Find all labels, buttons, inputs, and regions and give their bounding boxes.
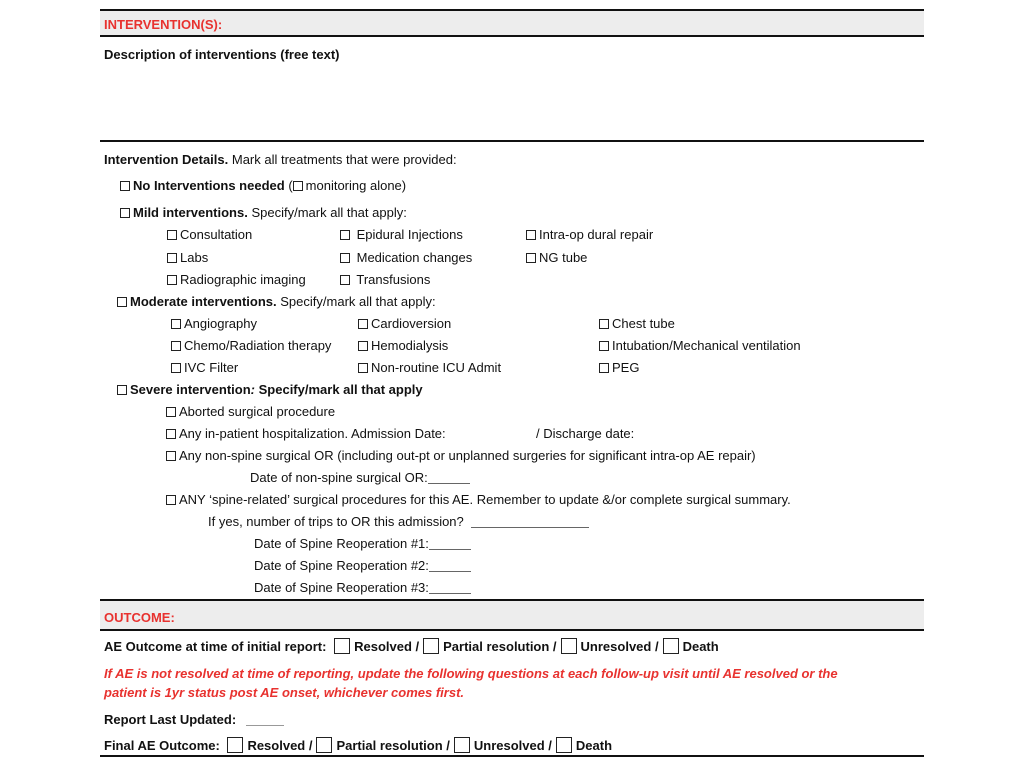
mild-item-label: Radiographic imaging: [180, 272, 306, 287]
final-outcome-label: Final AE Outcome:: [104, 738, 220, 753]
mild-item-checkbox[interactable]: [526, 230, 536, 240]
mild-item-checkbox[interactable]: [167, 230, 177, 240]
mild-item: [526, 227, 653, 242]
moderate-item: [358, 360, 501, 375]
moderate-item: [599, 338, 801, 353]
moderate-item-checkbox[interactable]: [599, 319, 609, 329]
final-unresolved-checkbox[interactable]: [454, 737, 470, 753]
mild-item-checkbox[interactable]: [167, 275, 177, 285]
description-bottom-rule: [100, 140, 924, 142]
report-updated-row: [104, 712, 284, 727]
intervention-header-rule: [100, 35, 924, 37]
reop2-label: Date of Spine Reoperation #2:: [254, 558, 429, 573]
no-interventions-checkbox[interactable]: [120, 181, 130, 191]
mild-item-label: Consultation: [180, 227, 253, 242]
mild-label: Mild interventions.: [133, 205, 248, 220]
severe-item-aborted: [166, 404, 335, 419]
moderate-item-checkbox[interactable]: [358, 341, 368, 351]
reop3-row: [254, 580, 471, 595]
death-checkbox[interactable]: [663, 638, 679, 654]
trips-field[interactable]: [471, 527, 589, 528]
mild-item: [167, 227, 252, 242]
mild-item-label: Epidural Injections: [356, 227, 463, 242]
mild-item-checkbox[interactable]: [167, 253, 177, 263]
spine-related-label: ANY ‘spine-related’ surgical procedures for this AE. Remember to update &/or complete surgical summary.: [179, 492, 791, 507]
initial-outcome-label: AE Outcome at time of initial report:: [104, 639, 327, 654]
mild-item-checkbox[interactable]: [340, 253, 350, 263]
moderate-item-checkbox[interactable]: [171, 363, 181, 373]
mild-checkbox[interactable]: [120, 208, 130, 218]
mild-item: [340, 250, 472, 265]
mild-item-label: Transfusions: [356, 272, 431, 287]
reop2-row: [254, 558, 471, 573]
mild-instruction: Specify/mark all that apply:: [251, 205, 407, 220]
resolved-checkbox[interactable]: [334, 638, 350, 654]
moderate-item-label: IVC Filter: [184, 360, 239, 375]
moderate-item: [358, 316, 451, 331]
moderate-item-label: Chemo/Radiation therapy: [184, 338, 332, 353]
intervention-header: INTERVENTION(S):: [104, 17, 223, 32]
monitoring-alone-label: monitoring alone): [305, 178, 407, 193]
severe-item-hospitalization: [166, 426, 446, 441]
warning-line-2: patient is 1yr status post AE onset, whichever comes first.: [104, 685, 465, 700]
severe-checkbox[interactable]: [117, 385, 127, 395]
bottom-rule: [100, 755, 924, 757]
moderate-item: [171, 338, 331, 353]
moderate-checkbox[interactable]: [117, 297, 127, 307]
outcome-header-rule: [100, 629, 924, 631]
moderate-item-label: Chest tube: [612, 316, 675, 331]
details-instruction: Mark all treatments that were provided:: [231, 152, 457, 167]
mild-item-checkbox[interactable]: [526, 253, 536, 263]
mild-item: [167, 272, 306, 287]
final-partial-resolution-checkbox[interactable]: [316, 737, 332, 753]
non-spine-date-row: [250, 470, 470, 485]
aborted-label: Aborted surgical procedure: [179, 404, 336, 419]
non-spine-checkbox[interactable]: [166, 451, 176, 461]
final-death-label: Death: [575, 738, 613, 753]
moderate-item: [599, 360, 639, 375]
monitoring-alone-checkbox[interactable]: [293, 181, 303, 191]
mild-item-label: Intra-op dural repair: [539, 227, 654, 242]
unresolved-label: Unresolved /: [580, 639, 659, 654]
aborted-checkbox[interactable]: [166, 407, 176, 417]
unresolved-checkbox[interactable]: [561, 638, 577, 654]
reop1-label: Date of Spine Reoperation #1:: [254, 536, 429, 551]
mild-item: [526, 250, 587, 265]
moderate-item-label: Non-routine ICU Admit: [371, 360, 502, 375]
non-spine-date-field[interactable]: [428, 483, 470, 484]
final-resolved-checkbox[interactable]: [227, 737, 243, 753]
intervention-header-band: [100, 11, 924, 35]
final-death-checkbox[interactable]: [556, 737, 572, 753]
reop1-row: [254, 536, 471, 551]
moderate-label: Moderate interventions.: [130, 294, 277, 309]
reop3-label: Date of Spine Reoperation #3:: [254, 580, 429, 595]
moderate-item-label: Intubation/Mechanical ventilation: [612, 338, 801, 353]
trips-question: If yes, number of trips to OR this admission?: [208, 514, 464, 529]
moderate-item-checkbox[interactable]: [599, 363, 609, 373]
death-label: Death: [682, 639, 719, 654]
moderate-instruction: Specify/mark all that apply:: [280, 294, 436, 309]
moderate-item-checkbox[interactable]: [358, 363, 368, 373]
severe-item-spine-related: [166, 492, 791, 507]
details-label: Intervention Details.: [104, 152, 229, 167]
moderate-item: [599, 316, 675, 331]
mild-item: [167, 250, 208, 265]
no-interventions-row: No Interventions needed ( monitoring alone): [120, 178, 406, 193]
reop1-field[interactable]: [429, 549, 471, 550]
moderate-item: [358, 338, 448, 353]
moderate-item-checkbox[interactable]: [599, 341, 609, 351]
moderate-item: [171, 360, 238, 375]
outcome-header-band: [100, 601, 924, 629]
severe-instruction: Specify/mark all that apply: [258, 382, 423, 397]
non-spine-label: Any non-spine surgical OR (including out-pt or unplanned surgeries for significant intra-op AE repair): [179, 448, 756, 463]
moderate-item-checkbox[interactable]: [171, 341, 181, 351]
outcome-header: OUTCOME:: [104, 610, 175, 625]
description-label: Description of interventions (free text): [104, 47, 340, 62]
discharge-date-label: / Discharge date:: [536, 426, 635, 441]
moderate-item: [171, 316, 257, 331]
mild-item: [340, 272, 430, 287]
moderate-row: [117, 294, 436, 309]
moderate-item-label: Cardioversion: [371, 316, 452, 331]
spine-related-checkbox[interactable]: [166, 495, 176, 505]
initial-outcome-row: [104, 638, 719, 654]
reop2-field[interactable]: [429, 571, 471, 572]
final-outcome-row: [104, 737, 612, 753]
resolved-label: Resolved /: [354, 639, 420, 654]
partial-resolution-label: Partial resolution /: [443, 639, 557, 654]
mild-item-label: Labs: [180, 250, 209, 265]
final-unresolved-label: Unresolved /: [473, 738, 552, 753]
severe-row: Severe intervention: Specify/mark all that apply: [117, 382, 423, 397]
moderate-item-checkbox[interactable]: [358, 319, 368, 329]
mild-item-label: Medication changes: [356, 250, 473, 265]
final-resolved-label: Resolved /: [247, 738, 313, 753]
no-interventions-label: No Interventions needed: [133, 178, 285, 193]
hospitalization-label: Any in-patient hospitalization. Admission Date:: [179, 426, 446, 441]
mild-item-label: NG tube: [539, 250, 588, 265]
severe-item-non-spine: [166, 448, 756, 463]
mild-item-checkbox[interactable]: [340, 275, 350, 285]
non-spine-date-label: Date of non-spine surgical OR:: [250, 470, 428, 485]
mild-item-checkbox[interactable]: [340, 230, 350, 240]
partial-resolution-checkbox[interactable]: [423, 638, 439, 654]
moderate-item-label: Hemodialysis: [371, 338, 449, 353]
mild-row: [120, 205, 407, 220]
trips-row: [208, 514, 589, 529]
moderate-item-label: PEG: [612, 360, 640, 375]
moderate-item-label: Angiography: [184, 316, 257, 331]
description-textarea[interactable]: [100, 64, 924, 138]
warning-line-1: If AE is not resolved at time of reporting, update the following questions at each follow-up visit until AE resolved or the: [104, 666, 838, 681]
final-partial-resolution-label: Partial resolution /: [336, 738, 450, 753]
hospitalization-checkbox[interactable]: [166, 429, 176, 439]
report-updated-label: Report Last Updated:: [104, 712, 237, 727]
reop3-field[interactable]: [429, 593, 471, 594]
details-row: [104, 152, 457, 167]
moderate-item-checkbox[interactable]: [171, 319, 181, 329]
severe-label: Severe intervention: [130, 382, 251, 397]
report-updated-field[interactable]: [246, 725, 284, 726]
mild-item: [340, 227, 463, 242]
